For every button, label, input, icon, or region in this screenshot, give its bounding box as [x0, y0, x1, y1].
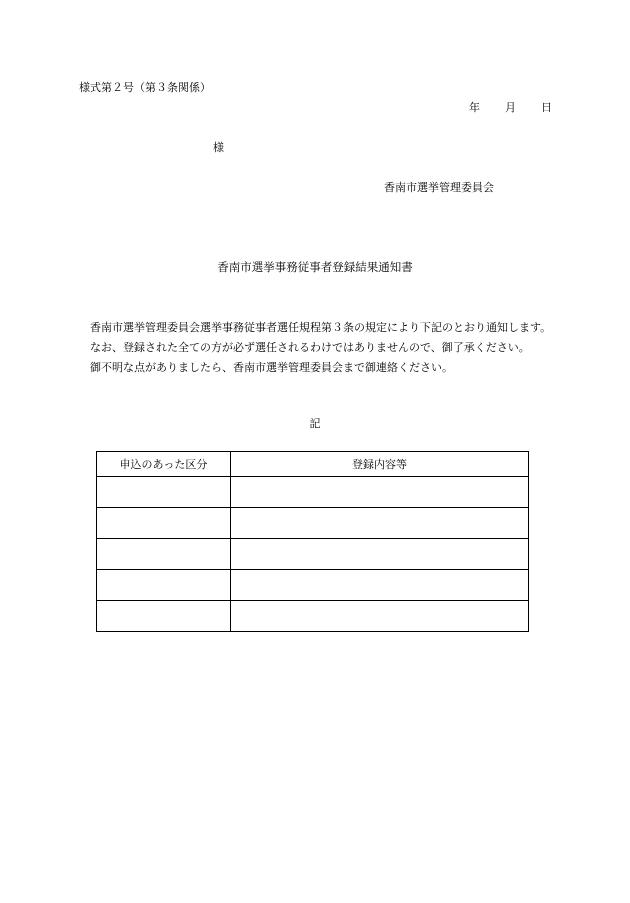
recipient-suffix: 様 — [213, 141, 224, 154]
date-month-label: 月 — [505, 101, 516, 114]
ki-marker: 記 — [309, 417, 321, 430]
table-row — [97, 601, 529, 632]
table-cell-details — [231, 570, 529, 601]
column-header-category: 申込のあった区分 — [97, 452, 231, 477]
body-paragraph-notice: 香南市選挙管理委員会選挙事務従事者選任規程第３条の規定により下記のとおり通知します。 — [90, 321, 552, 334]
table-row — [97, 477, 529, 508]
issuer-name: 香南市選挙管理委員会 — [384, 181, 494, 194]
table-row — [97, 508, 529, 539]
registration-table — [96, 451, 529, 632]
table-row — [97, 539, 529, 570]
table-cell-details — [231, 477, 529, 508]
table-cell-category — [97, 570, 231, 601]
date-day-label: 日 — [541, 101, 552, 114]
date-year-label: 年 — [469, 101, 480, 114]
table-cell-details — [231, 539, 529, 570]
document-title: 香南市選挙事務従事者登録結果通知書 — [217, 260, 413, 274]
body-paragraph-contact: 御不明な点がありましたら、香南市選挙管理委員会まで御連絡ください。 — [90, 361, 453, 374]
table-cell-category — [97, 477, 231, 508]
body-paragraph-disclaimer: なお、登録された全ての方が必ず選任されるわけではありませんので、御了承ください。 — [90, 341, 530, 354]
body-text — [79, 318, 579, 378]
table-cell-category — [97, 601, 231, 632]
table-cell-details — [231, 508, 529, 539]
form-label: 様式第２号（第３条関係） — [79, 81, 211, 94]
date-line — [469, 101, 552, 115]
table-cell-details — [231, 601, 529, 632]
table-header-row — [97, 452, 529, 477]
table-cell-category — [97, 539, 231, 570]
column-header-details: 登録内容等 — [231, 452, 529, 477]
table-cell-category — [97, 508, 231, 539]
table-row — [97, 570, 529, 601]
